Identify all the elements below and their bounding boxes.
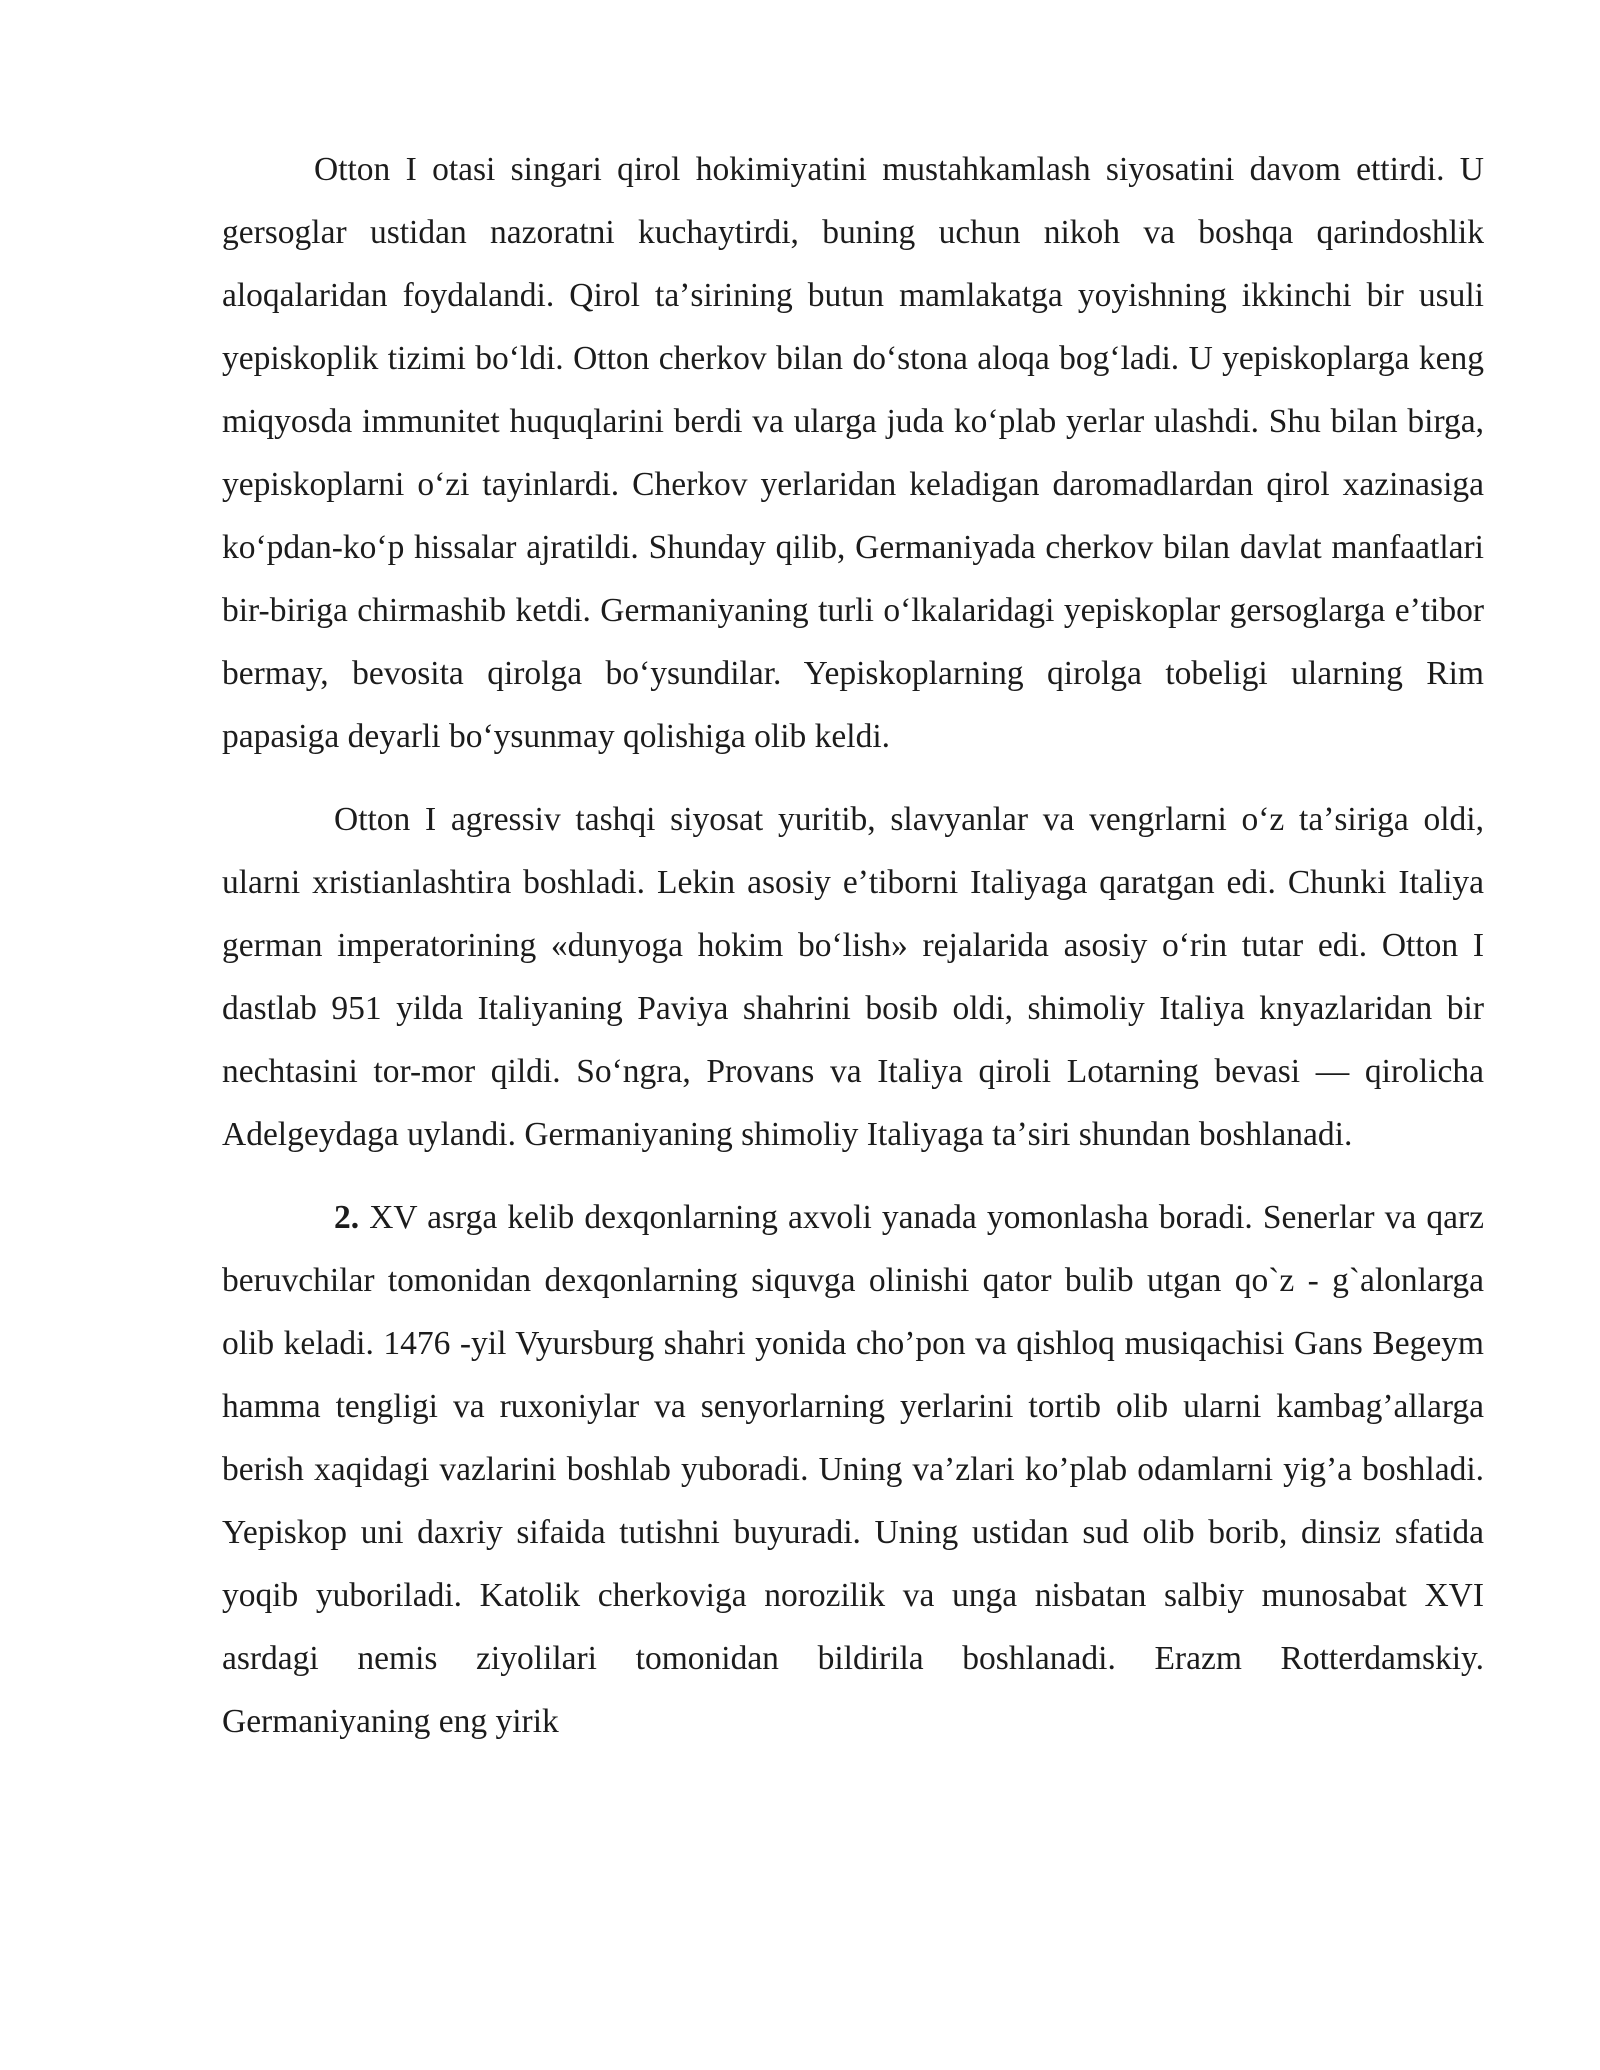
document-page (222, 138, 1484, 1753)
section-number: 2. (334, 1199, 360, 1236)
paragraph-otton-domestic-policy (222, 138, 1484, 768)
paragraph-text: Otton I agressiv tashqi siyosat yuritib, slavyanlar va vengrlarni oʻz taʼsiriga oldi, ularni xristianlashtira boshladi. Lekin asosiy eʼtiborni Italiyaga qaratgan edi. Chunki Italiya german imperatorining «dunyoga hokim boʻlish» rejalarida asosiy oʻrin tutar edi. Otton I dastlab 951 yilda Italiyaning Paviya shahrini bosib oldi, shimoliy Italiya knyazlaridan bir nechtasini tor-mor qildi. Soʻngra, Provans va Italiya qiroli Lotarning bevasi — qirolicha Adelgeydaga uylandi. Germaniyaning shimoliy Italiyaga taʼsiri shundan boshlanadi. (222, 801, 1484, 1153)
paragraph-text: Otton I otasi singari qirol hokimiyatini mustahkamlash siyosatini davom ettirdi. U gersoglar ustidan nazoratni kuchaytirdi, buning uchun nikoh va boshqa qarindoshlik aloqalaridan foydalandi. Qirol taʼsirining butun mamlakatga yoyishning ikkinchi bir usuli yepiskoplik tizimi boʻldi. Otton cherkov bilan doʻstona aloqa bogʻladi. U yepiskoplarga keng miqyosda immunitet huquqlarini berdi va ularga juda koʻplab yerlar ulashdi. Shu bilan birga, yepiskoplarni oʻzi tayinlardi. Cherkov yerlaridan keladigan daromadlardan qirol xazinasiga koʻpdan-koʻp hissalar ajratildi. Shunday qilib, Germaniyada cherkov bilan davlat manfaatlari bir-biriga chirmashib ketdi. Germaniyaning turli oʻlkalaridagi yepiskoplar gersoglarga eʼtibor bermay, bevosita qirolga boʻysundilar. Yepiskoplarning qirolga tobeligi ularning Rim papasiga deyarli boʻysunmay qolishiga olib keldi. (222, 151, 1484, 755)
paragraph-text: XV asrga kelib dexqonlarning axvoli yanada yomonlasha boradi. Senerlar va qarz beruvchilar tomonidan dexqonlarning siquvga olinishi qator bulib utgan qo`z - g`alonlarga olib keladi. 1476 -yil Vyursburg shahri yonida cho’pon va qishloq musiqachisi Gans Begeym hamma tengligi va ruxoniylar va senyorlarning yerlarini tortib olib ularni kambag’allarga berish xaqidagi vazlarini boshlab yuboradi. Uning va’zlari ko’plab odamlarni yig’a boshladi. Yepiskop uni daxriy sifaida tutishni buyuradi. Uning ustidan sud olib borib, dinsiz sfatida yoqib yuboriladi. Katolik cherkoviga norozilik va unga nisbatan salbiy munosabat XVI asrdagi nemis ziyolilari tomonidan bildirila boshlanadi. Erazm Rotterdamskiy. Germaniyaning eng yirik (222, 1199, 1484, 1740)
paragraph-section-2 (222, 1186, 1484, 1753)
paragraph-otton-foreign-policy (222, 788, 1484, 1166)
